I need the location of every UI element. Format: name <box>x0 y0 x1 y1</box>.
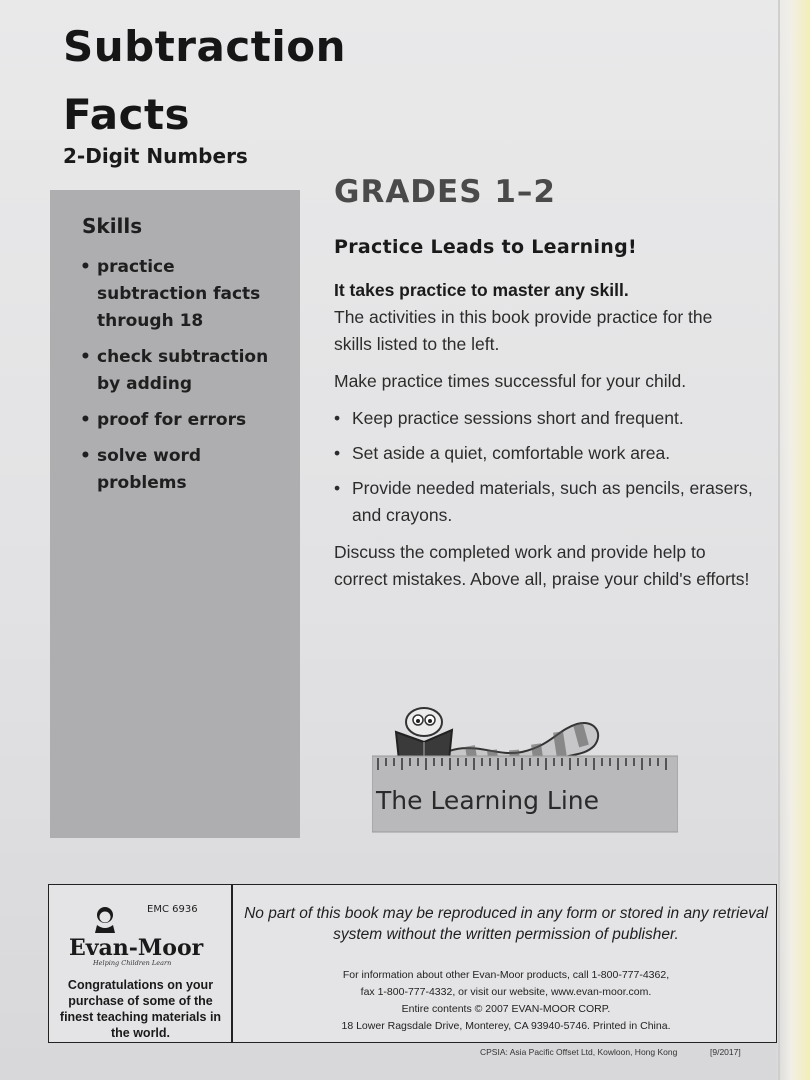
learning-line-text: The Learning Line <box>376 786 600 815</box>
tip-text: Set aside a quiet, comfortable work area. <box>352 443 671 463</box>
practice-intro: The activities in this book provide practice for the skills listed to the left. <box>334 307 713 354</box>
publisher-name: Evan-Moor <box>69 935 204 961</box>
skill-text: check subtraction by adding <box>97 347 269 394</box>
page-edge <box>776 0 810 1080</box>
tip-text: Keep practice sessions short and frequent. <box>352 408 684 428</box>
footer-box <box>48 884 777 1043</box>
publisher-logo <box>63 905 213 967</box>
practice-make: Make practice times successful for your child. <box>334 371 687 391</box>
copyright-notice: No part of this book may be reproduced in any form or stored in any retrieval system without the written permission of publisher. <box>244 905 768 943</box>
bullet-icon: • <box>80 257 91 277</box>
emc-code: EMC 6936 <box>147 904 198 915</box>
bullet-icon: • <box>334 478 341 498</box>
skill-text: solve word problems <box>97 446 202 493</box>
skill-item <box>80 344 290 398</box>
page-subtitle: 2-Digit Numbers <box>63 144 248 168</box>
practice-body <box>334 277 754 603</box>
skill-item <box>80 443 290 497</box>
cpsia-line: CPSIA: Asia Pacific Offset Ltd, Kowloon, Hong Kong <box>480 1047 678 1057</box>
evan-moor-girl-icon <box>95 907 115 933</box>
info-line: Entire contents © 2007 EVAN-MOOR CORP. <box>401 1003 611 1015</box>
info-line: 18 Lower Ragsdale Drive, Monterey, CA 93940-5746. Printed in China. <box>341 1020 671 1032</box>
tip-item <box>334 405 754 432</box>
congrats-text: Congratulations on your purchase of some of the finest teaching materials in the world. <box>59 978 222 1040</box>
practice-lead: It takes practice to master any skill. <box>334 280 629 300</box>
tip-text: Provide needed materials, such as pencils, erasers, and crayons. <box>352 478 753 525</box>
bullet-icon: • <box>80 446 91 466</box>
skill-item <box>80 254 290 335</box>
bullet-icon: • <box>334 408 341 428</box>
practice-heading: Practice Leads to Learning! <box>334 236 637 258</box>
tip-item <box>334 475 754 529</box>
grades-label: GRADES 1–2 <box>334 174 556 210</box>
practice-closing: Discuss the completed work and provide help to correct mistakes. Above all, praise your child's efforts! <box>334 542 750 589</box>
bullet-icon: • <box>80 410 91 430</box>
tip-item <box>334 440 754 467</box>
skills-heading: Skills <box>82 214 143 238</box>
footer-divider <box>231 885 233 1042</box>
learning-line-logo <box>372 700 678 836</box>
bullet-icon: • <box>80 347 91 367</box>
skills-sidebar <box>50 190 300 838</box>
page-title-line-2: Facts <box>63 90 191 139</box>
skills-list <box>80 254 290 506</box>
practice-text <box>334 277 754 358</box>
publisher-tagline: Helping Children Learn <box>93 959 172 967</box>
page-edge-line <box>778 0 780 1080</box>
practice-tips <box>334 405 754 529</box>
page-title-line-1: Subtraction <box>63 22 346 71</box>
date-code: [9/2017] <box>710 1047 741 1057</box>
publisher-info <box>241 967 771 1035</box>
info-line: For information about other Evan-Moor products, call 1-800-777-4362, <box>342 969 670 981</box>
bullet-icon: • <box>334 443 341 463</box>
skill-item <box>80 407 290 434</box>
skill-text: proof for errors <box>97 410 247 430</box>
info-line: fax 1-800-777-4332, or visit our website, www.evan-moor.com. <box>360 986 652 998</box>
skill-text: practice subtraction facts through 18 <box>97 257 261 331</box>
